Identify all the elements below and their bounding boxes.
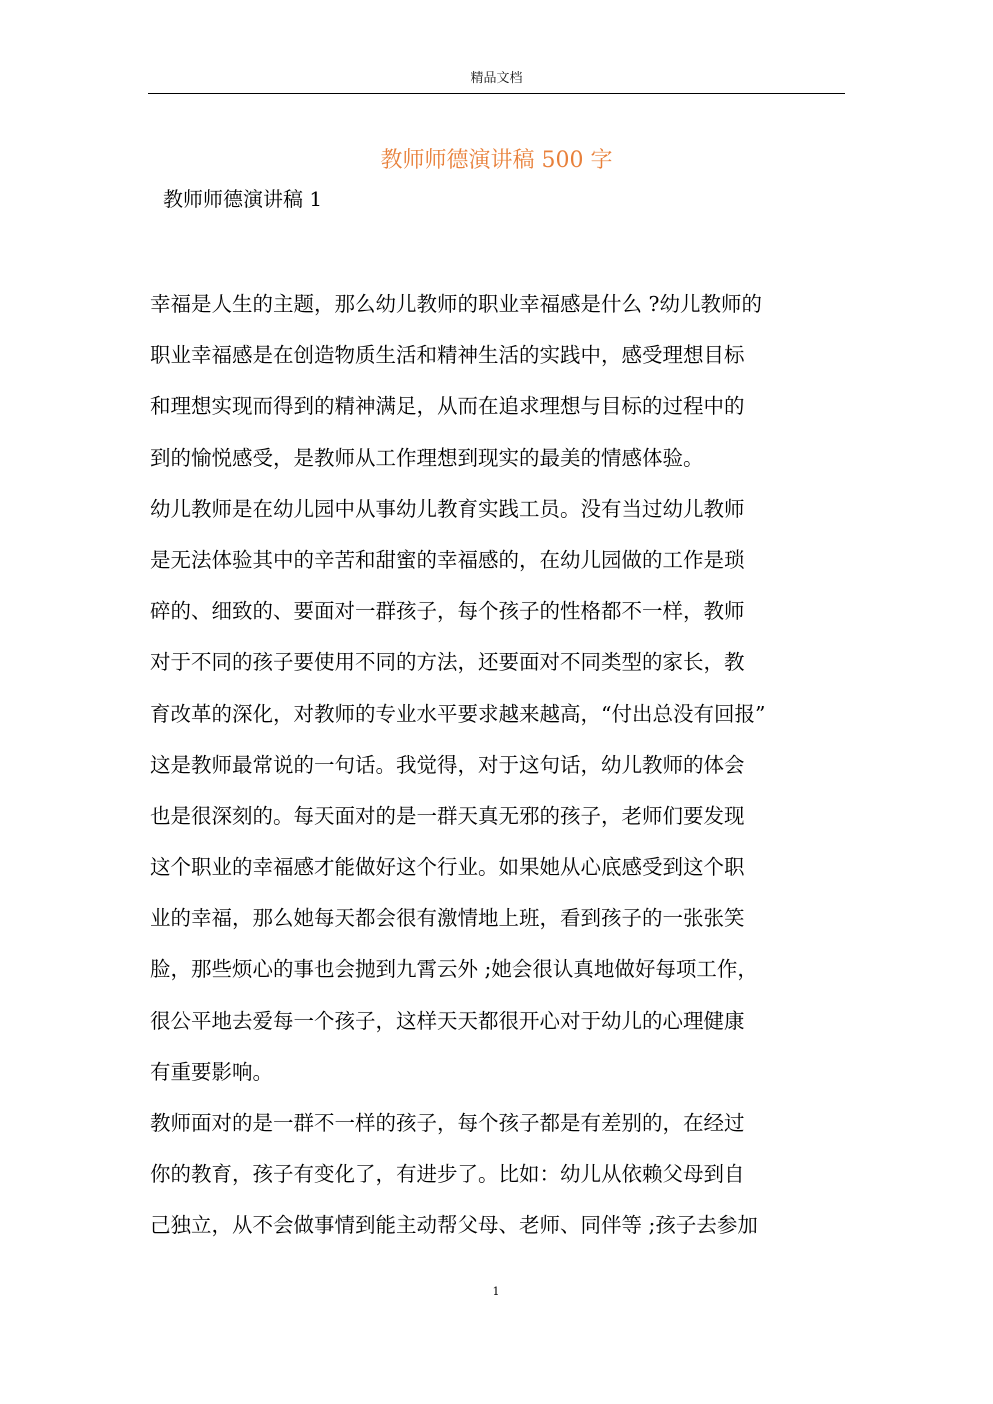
body-line: 这个职业的幸福感才能做好这个行业。如果她从心底感受到这个职: [150, 855, 745, 880]
body-line: 这是教师最常说的一句话。我觉得，对于这句话，幼儿教师的体会: [150, 752, 745, 777]
body-line: 职业幸福感是在创造物质生活和精神生活的实践中，感受理想目标: [150, 343, 745, 368]
body-line: 有重要影响。: [150, 1059, 273, 1084]
document-title: 教师师德演讲稿 500 字: [380, 147, 613, 173]
document-subtitle: 教师师德演讲稿 1: [163, 187, 323, 211]
body-line: 是无法体验其中的辛苦和甜蜜的幸福感的，在幼儿园做的工作是琐: [150, 547, 745, 572]
body-line: 业的幸福，那么她每天都会很有激情地上班，看到孩子的一张张笑: [150, 906, 745, 931]
page-number: 1: [492, 1285, 500, 1298]
body-line: 幼儿教师是在幼儿园中从事幼儿教育实践工员。没有当过幼儿教师: [150, 496, 745, 521]
body-line: 育改革的深化，对教师的专业水平要求越来越高，“付出总没有回报”: [150, 701, 766, 726]
body-line: 对于不同的孩子要使用不同的方法，还要面对不同类型的家长，教: [150, 650, 745, 675]
document-body: [150, 288, 870, 1261]
body-line: 碎的、细致的、要面对一群孩子，每个孩子的性格都不一样，教师: [150, 599, 745, 624]
body-line: 很公平地去爱每一个孩子，这样天天都很开心对于幼儿的心理健康: [150, 1008, 745, 1033]
body-line: 幸福是人生的主题，那么幼儿教师的职业幸福感是什么 ?幼儿教师的: [150, 292, 763, 316]
body-line: 教师面对的是一群不一样的孩子，每个孩子都是有差别的，在经过: [150, 1111, 745, 1135]
body-line: 己独立，从不会做事情到能主动帮父母、老师、同伴等 ;孩子去参加: [150, 1213, 758, 1238]
body-line: 和理想实现而得到的精神满足，从而在追求理想与目标的过程中的: [150, 394, 745, 419]
body-line: 也是很深刻的。每天面对的是一群天真无邪的孩子，老师们要发现: [150, 803, 745, 828]
body-line: 到的愉悦感受，是教师从工作理想到现实的最美的情感体验。: [150, 445, 704, 470]
body-line: 脸，那些烦心的事也会抛到九霄云外 ;她会很认真地做好每项工作，: [150, 957, 758, 982]
header-divider: [148, 93, 845, 94]
page-header: 精品文档: [470, 71, 523, 86]
body-line: 你的教育，孩子有变化了，有进步了。比如：幼儿从依赖父母到自: [150, 1162, 745, 1187]
